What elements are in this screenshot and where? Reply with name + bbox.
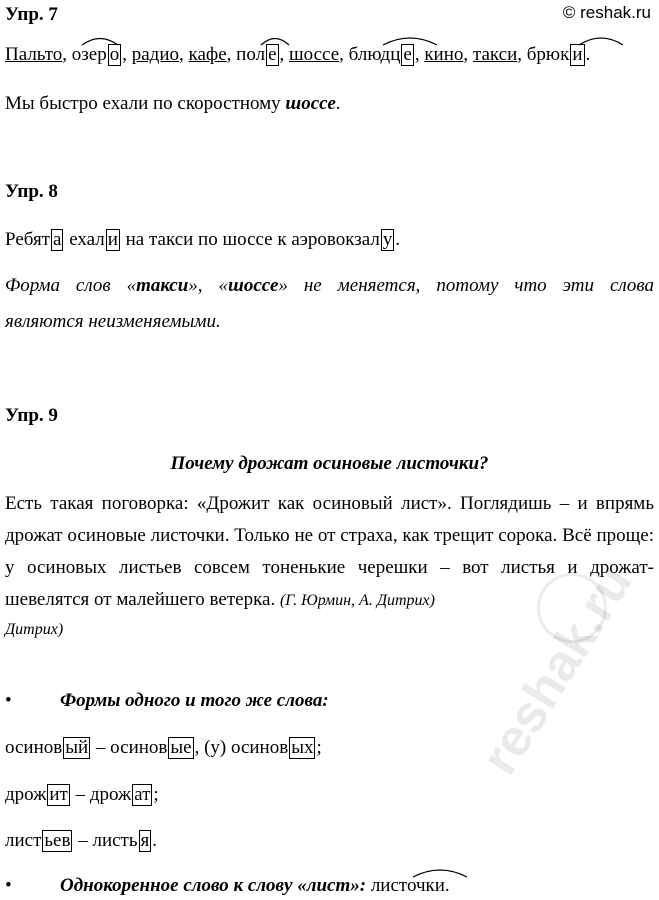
exercise-9-title: Упр. 9 [5, 405, 58, 426]
exercise-8-sentence: Ребят а ехал и на такси по шоссе к аэровокзал у . [5, 229, 401, 250]
bullet-forms: • [5, 690, 12, 711]
exercise-7-words: Пальто, озер о , радио, кафе, пол е , шоссе, блюдц е , кино, такси, брюк и . [5, 44, 591, 65]
ending-box: и [107, 229, 118, 250]
author: (Г. Юрмин, А. Дитрих) [279, 592, 435, 609]
ending-box: е [403, 44, 412, 65]
watermark-logo: reshak.ru [470, 555, 644, 785]
cognate-word: листочки. [370, 875, 450, 896]
ending-box: а [53, 229, 62, 250]
ending-box: и [572, 44, 583, 65]
root-arc-icon [80, 34, 120, 46]
ending-box: я [140, 830, 150, 851]
forms-label: Формы одного и того же слова: [60, 690, 329, 711]
root-arc-icon [577, 34, 625, 46]
exercise-8-note: Форма слов «такси», «шоссе» не меняется, потому что эти слова [5, 275, 655, 296]
exercise-7-sentence: Мы быстро ехали по скоростному шоссе. [5, 93, 341, 114]
exercise-7-title: Упр. 7 [5, 4, 58, 25]
forms-line-1: осинов ый – осинов ые , (у) осинов ых ; [5, 737, 322, 758]
ending-box: ый [65, 737, 89, 758]
root-arc-icon [259, 34, 291, 46]
ending-box: ых [291, 737, 314, 758]
ending-box: ат [134, 784, 151, 805]
exercise-8-note-line2: являются неизменяемыми. [5, 311, 221, 332]
root-arc-icon [381, 34, 439, 46]
exercise-9-text: Есть такая поговорка: «Дрожит как осиновый лист». Поглядишь – и впрямь дрожат осиновые листочки. Только не от страха, как трещит сорока. Всё проще: у осиновых листьев совсем тоненькие черешки – вот листья и дрожат-шевелятся от малейшего ветерка. (Г. Юрмин, А. Дитрих) [5, 493, 654, 610]
author-line2: Дитрих) [5, 621, 64, 638]
ending-box: е [268, 44, 277, 65]
bullet-cognate: • [5, 875, 12, 896]
word-root-arc: озер [71, 44, 107, 65]
cognate-line: Однокоренное слово к слову «лист»: листочки. [60, 875, 450, 896]
text-heading: Почему дрожат осиновые листочки? [170, 453, 489, 474]
ending-box: у [382, 229, 393, 250]
ending-box: ые [170, 737, 192, 758]
ending-box: о [109, 44, 120, 65]
ending-box: ит [49, 784, 68, 805]
forms-line-3: лист ьев – листь я . [5, 830, 158, 851]
ending-box: ьев [44, 830, 71, 851]
forms-line-2: дрож ит – дрож ат ; [5, 784, 159, 805]
root-arc-icon [411, 866, 469, 878]
exercise-8-title: Упр. 8 [5, 181, 58, 202]
watermark-text: © reshak.ru [562, 3, 651, 22]
word-root: Пальто [5, 44, 63, 65]
